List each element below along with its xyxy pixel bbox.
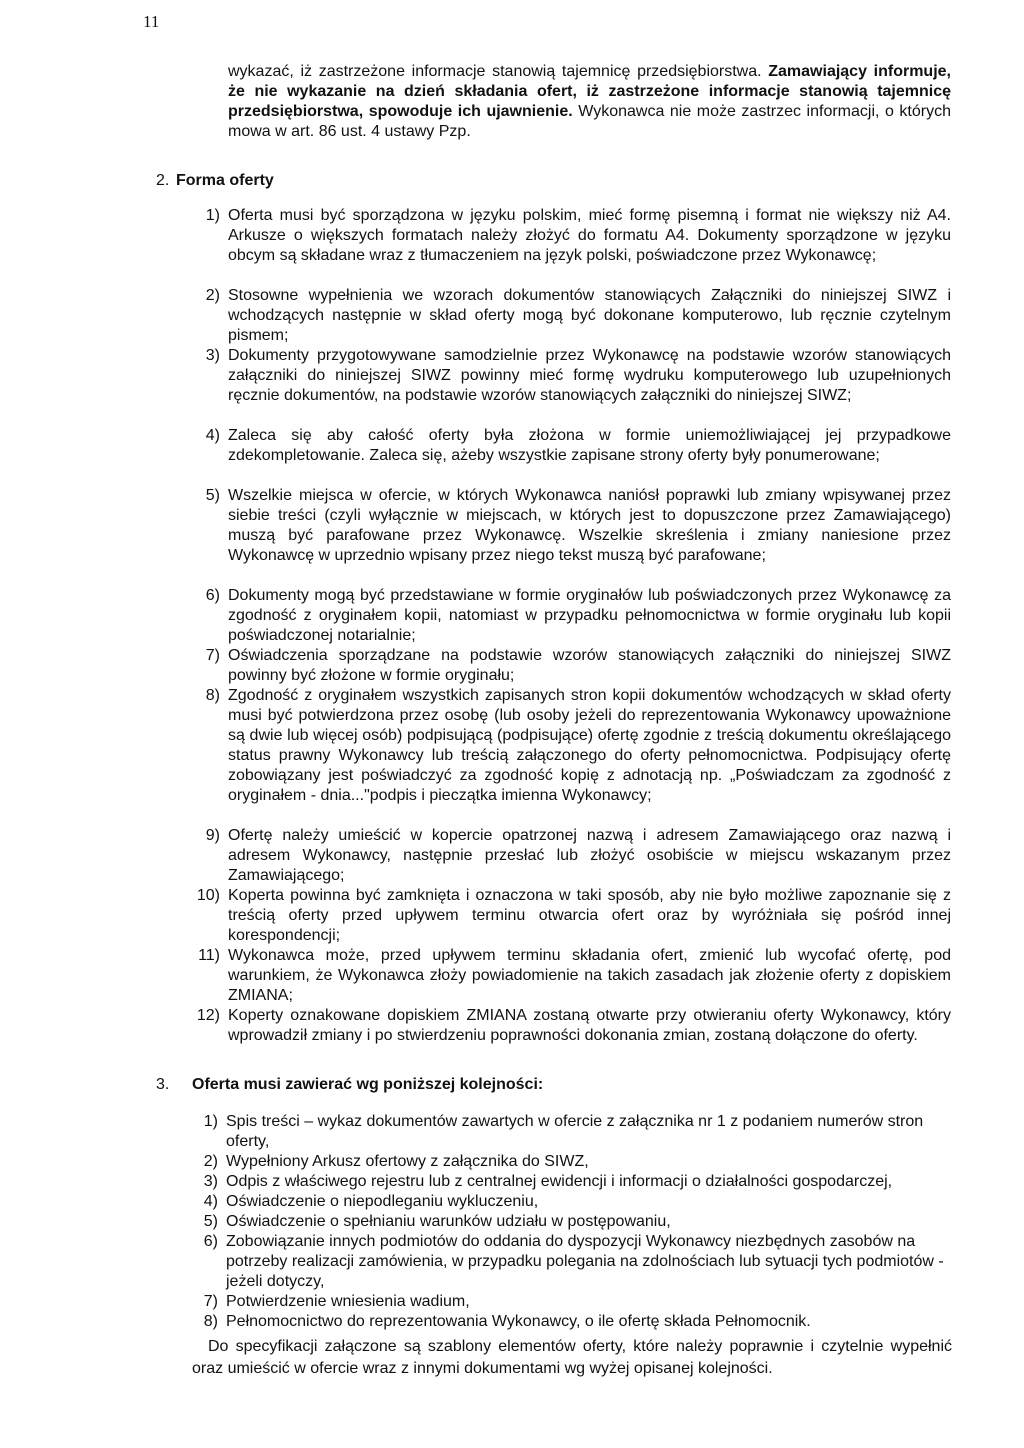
item-text: Koperty oznakowane dopiskiem ZMIANA zostaną otwarte przy otwieraniu oferty Wykonawcy, który wprowadził zmiany i po stwierdzeniu poprawności dokonania zmian, zostaną dołączone do oferty. <box>228 1007 951 1044</box>
section-3-item-6 <box>203 1232 951 1292</box>
section-3-item-2 <box>203 1152 951 1172</box>
item-number: 12) <box>196 1007 220 1024</box>
item-number: 2) <box>203 1153 218 1170</box>
item-text: Ofertę należy umieścić w kopercie opatrzonej nazwą i adresem Zamawiającego oraz nazwą i adresem Wykonawcy, następnie przesłać lub złożyć osobiście w miejscu wskazanym przez Zamawiającego; <box>228 827 951 884</box>
intro-text-end: Wykonawca nie może zastrzec informacji, o których mowa w art. 86 ust. 4 ustawy Pzp. <box>228 103 951 140</box>
section-2-item-4 <box>205 426 951 466</box>
closing-paragraph: Do specyfikacji załączone są szablony elementów oferty, które należy poprawnie i czytelnie wypełnić oraz umieścić w ofercie wraz z innymi dokumentami wg wyżej opisanej kolejności. <box>192 1338 952 1377</box>
item-number: 8) <box>203 1313 218 1330</box>
section-2-number: 2. <box>156 172 170 189</box>
item-number: 1) <box>203 1113 218 1130</box>
item-number: 5) <box>205 487 220 504</box>
section-3-item-8 <box>203 1312 951 1332</box>
section-2-item-1 <box>205 206 951 266</box>
item-text: Wypełniony Arkusz ofertowy z załącznika do SIWZ, <box>226 1153 589 1170</box>
item-text: Wszelkie miejsca w ofercie, w których Wykonawca naniósł poprawki lub zmiany wpisywanej przez siebie treści (czyli wyłącznie w miejscach, w których jest to dopuszczone przez Zamawiającego) muszą być parafowane przez Wykonawcę. Wszelkie skreślenia i zmiany naniesione przez Wykonawcę w uprzednio wpisany przez niego tekst muszą być parafowane; <box>228 487 951 564</box>
section-2-item-9 <box>205 826 951 886</box>
intro-text-bold: Zamawiający informuje, że nie wykazanie na dzień składania ofert, iż zastrzeżone informacje stanowią tajemnicę przedsiębiorstwa, spowoduje ich ujawnienie. <box>228 63 951 120</box>
section-2-item-2 <box>205 286 951 346</box>
page-number: 11 <box>143 12 160 31</box>
item-text: Zobowiązanie innych podmiotów do oddania do dyspozycji Wykonawcy niezbędnych zasobów na potrzeby realizacji zamówienia, w przypadku polegania na zdolnościach lub sytuacji tych podmiotów - jeżeli dotyczy, <box>226 1233 944 1290</box>
item-text: Oferta musi być sporządzona w języku polskim, mieć formę pisemną i format nie większy niż A4. Arkusze o większych formatach należy złożyć do formatu A4. Dokumenty sporządzone w języku obcym są składane wraz z tłumaczeniem na język polski, poświadczone przez Wykonawcę; <box>228 207 951 264</box>
section-3-item-1 <box>203 1112 951 1152</box>
item-number: 7) <box>203 1293 218 1310</box>
section-3-item-5 <box>203 1212 951 1232</box>
item-number: 9) <box>205 827 220 844</box>
item-text: Oświadczenie o niepodleganiu wykluczeniu, <box>226 1193 539 1210</box>
item-text: Odpis z właściwego rejestru lub z centralnej ewidencji i informacji o działalności gospodarczej, <box>226 1173 893 1190</box>
section-2-title: Forma oferty <box>176 172 274 189</box>
section-2-item-10 <box>196 886 951 946</box>
item-number: 2) <box>205 287 220 304</box>
item-number: 6) <box>203 1233 218 1250</box>
item-text: Spis treści – wykaz dokumentów zawartych w ofercie z załącznika nr 1 z podaniem numerów stron oferty, <box>226 1113 924 1150</box>
item-text: Koperta powinna być zamknięta i oznaczona w taki sposób, aby nie było możliwe zapoznanie się z treścią oferty przed upływem terminu otwarcia ofert oraz by wyróżniała się pośród innej korespondencji; <box>228 887 951 944</box>
section-3-item-4 <box>203 1192 951 1212</box>
section-2-item-12 <box>196 1006 951 1046</box>
item-number: 4) <box>205 427 220 444</box>
item-number: 10) <box>196 887 220 904</box>
item-text: Zaleca się aby całość oferty była złożona w formie uniemożliwiającej jej przypadkowe zdekompletowanie. Zaleca się, ażeby wszystkie zapisane strony oferty były ponumerowane; <box>228 427 951 464</box>
section-3-title: Oferta musi zawierać wg poniższej kolejności: <box>192 1076 544 1093</box>
section-2-item-11 <box>198 946 951 1006</box>
section-2-item-5 <box>205 486 951 566</box>
item-number: 5) <box>203 1213 218 1230</box>
item-text: Dokumenty przygotowywane samodzielnie przez Wykonawcę na podstawie wzorów stanowiących załączniki do niniejszej SIWZ powinny mieć formę wydruku komputerowego lub uzupełnionych ręcznie dokumentów, na podstawie wzorów stanowiących załączniki do niniejszej SIWZ; <box>228 347 951 404</box>
section-2-item-6 <box>205 586 951 646</box>
section-3-item-3 <box>203 1172 951 1192</box>
item-number: 11) <box>198 947 220 964</box>
section-2-item-7 <box>205 646 951 686</box>
section-3-item-7 <box>203 1292 951 1312</box>
item-number: 3) <box>203 1173 218 1190</box>
item-text: Pełnomocnictwo do reprezentowania Wykonawcy, o ile ofertę składa Pełnomocnik. <box>226 1313 811 1330</box>
section-3-number: 3. <box>156 1076 170 1093</box>
item-text: Wykonawca może, przed upływem terminu składania ofert, zmienić lub wycofać ofertę, pod warunkiem, że Wykonawca złoży powiadomienie na takich zasadach jak złożenie oferty z dopiskiem ZMIANA; <box>228 947 951 1004</box>
item-number: 4) <box>203 1193 218 1210</box>
item-text: Oświadczenie o spełnianiu warunków udziału w postępowaniu, <box>226 1213 671 1230</box>
item-number: 8) <box>205 687 220 704</box>
intro-text-start: wykazać, iż zastrzeżone informacje stanowią tajemnicę przedsiębiorstwa. <box>228 63 769 80</box>
item-number: 1) <box>205 207 220 224</box>
intro-paragraph <box>228 62 951 142</box>
section-2-item-3 <box>205 346 951 406</box>
item-text: Zgodność z oryginałem wszystkich zapisanych stron kopii dokumentów wchodzących w skład oferty musi być potwierdzona przez osobę (lub osoby jeżeli do reprezentowania Wykonawcy upoważnione są dwie lub więcej osób) podpisującą (podpisujące) ofertę zgodnie z treścią dokumentu określającego status prawny Wykonawcy lub treścią załączonego do oferty pełnomocnictwa. Podpisujący ofertę zobowiązany jest poświadczyć za zgodność kopię z adnotacją np. „Poświadczam za zgodność z oryginałem - dnia..."podpis i pieczątka imienna Wykonawcy; <box>228 687 951 804</box>
item-text: Potwierdzenie wniesienia wadium, <box>226 1293 470 1310</box>
item-text: Stosowne wypełnienia we wzorach dokumentów stanowiących Załączniki do niniejszej SIWZ i wchodzących następnie w skład oferty mogą być dokonane komputerowo, lub ręcznie czytelnym pismem; <box>228 287 951 344</box>
item-text: Oświadczenia sporządzane na podstawie wzorów stanowiących załączniki do niniejszej SIWZ powinny być złożone w formie oryginału; <box>228 647 951 684</box>
section-2-item-8 <box>205 686 951 806</box>
item-text: Dokumenty mogą być przedstawiane w formie oryginałów lub poświadczonych przez Wykonawcę za zgodność z oryginałem kopii, natomiast w przypadku pełnomocnictwa w formie oryginału lub kopii poświadczonej notarialnie; <box>228 587 951 644</box>
item-number: 3) <box>205 347 220 364</box>
item-number: 6) <box>205 587 220 604</box>
item-number: 7) <box>205 647 220 664</box>
